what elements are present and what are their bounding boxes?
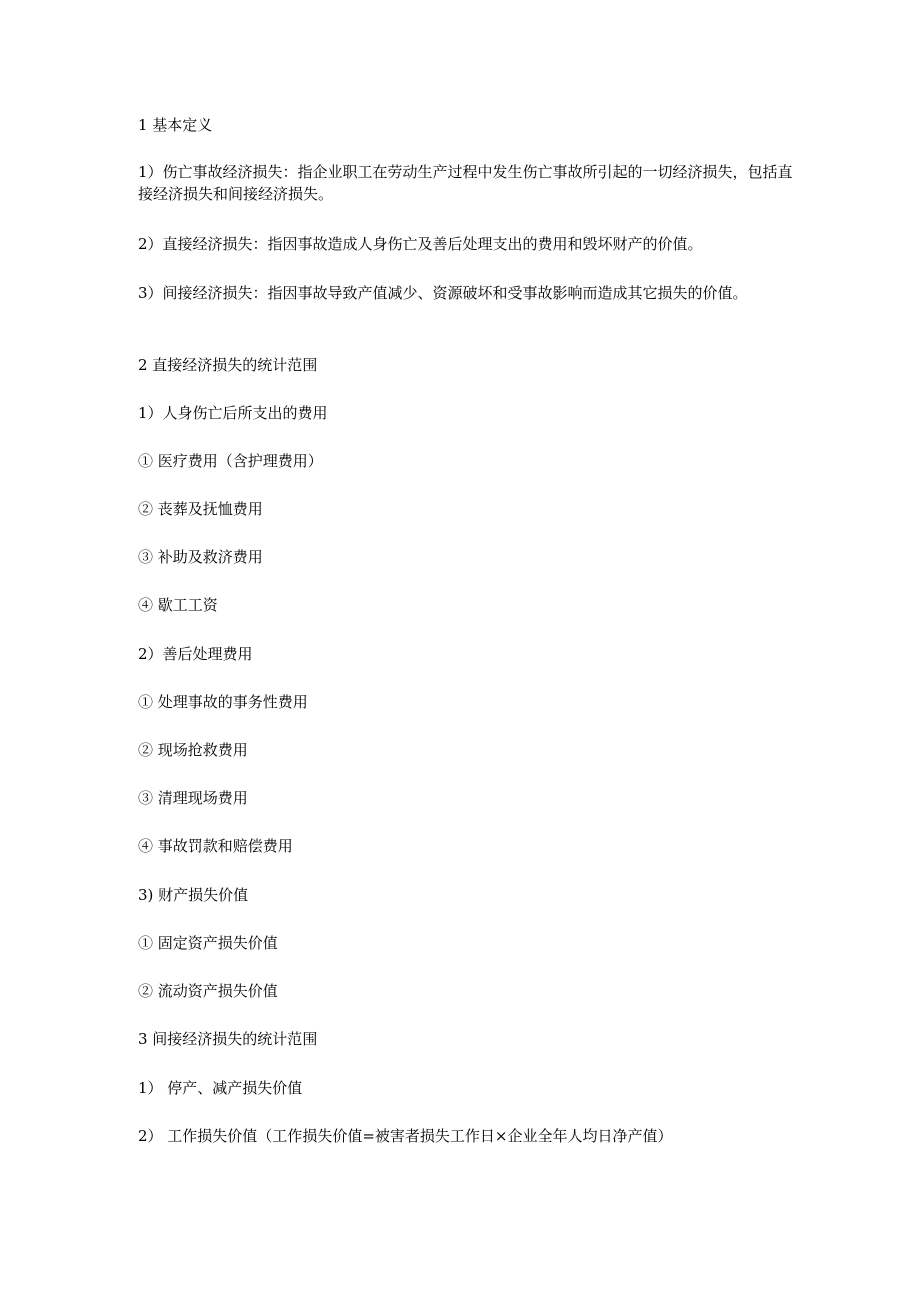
list-item-wages: ④ 歇工工资 [138, 596, 218, 614]
section-heading-indirect-loss-scope: 3 间接经济损失的统计范围 [138, 1030, 318, 1048]
definition-casualty-loss: 1）伤亡事故经济损失：指企业职工在劳动生产过程中发生伤亡事故所引起的一切经济损失，包括直接经济损失和间接经济损失。 [138, 163, 793, 203]
list-item-production-loss: 1） 停产、减产损失价值 [138, 1079, 303, 1097]
subheading-aftermath-expenses: 2）善后处理费用 [138, 645, 253, 663]
list-item-rescue: ② 现场抢救费用 [138, 741, 248, 759]
subheading-injury-expenses: 1）人身伤亡后所支出的费用 [138, 404, 328, 422]
list-item-fixed-assets: ① 固定资产损失价值 [138, 934, 278, 952]
section-heading-direct-loss-scope: 2 直接经济损失的统计范围 [138, 356, 318, 374]
list-item-administrative: ① 处理事故的事务性费用 [138, 693, 308, 711]
list-item-current-assets: ② 流动资产损失价值 [138, 982, 278, 1000]
list-item-work-loss: 2） 工作损失价值（工作损失价值=被害者损失工作日×企业全年人均日净产值） [138, 1127, 673, 1145]
list-item-fines: ④ 事故罚款和赔偿费用 [138, 837, 293, 855]
list-item-site-cleanup: ③ 清理现场费用 [138, 789, 248, 807]
list-item-funeral: ② 丧葬及抚恤费用 [138, 500, 263, 518]
subheading-property-loss: 3) 财产损失价值 [138, 886, 249, 904]
list-item-subsidy: ③ 补助及救济费用 [138, 548, 263, 566]
definition-indirect-loss: 3）间接经济损失：指因事故导致产值减少、资源破坏和受事故影响而造成其它损失的价值。 [138, 284, 748, 302]
definition-direct-loss: 2）直接经济损失：指因事故造成人身伤亡及善后处理支出的费用和毁坏财产的价值。 [138, 235, 703, 253]
section-heading-basic-definitions: 1 基本定义 [138, 116, 213, 134]
list-item-medical: ① 医疗费用（含护理费用） [138, 452, 323, 470]
